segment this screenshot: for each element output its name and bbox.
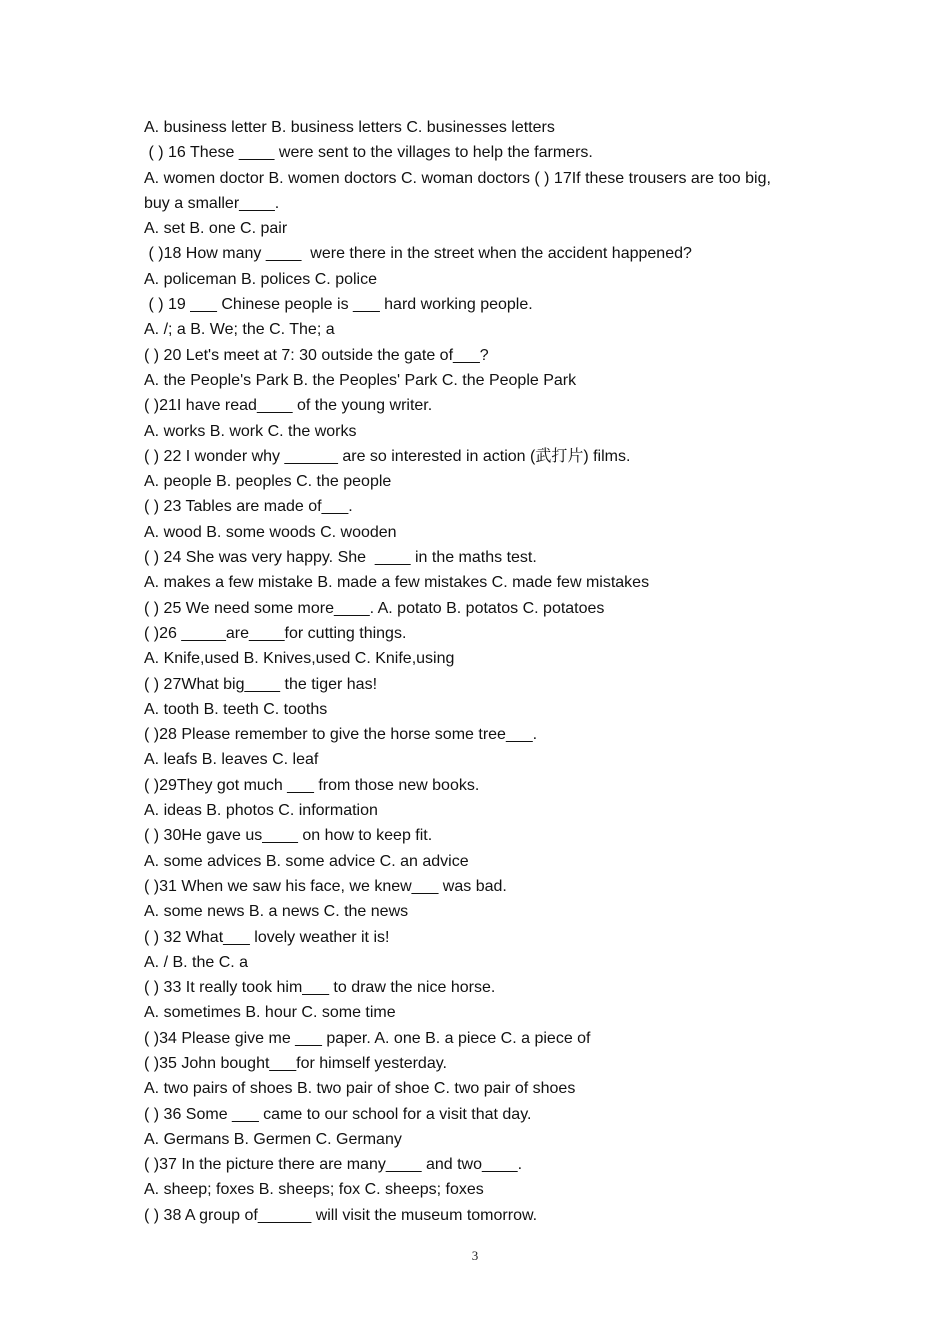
question-21: ( )21I have read____ of the young writer.	[144, 397, 433, 415]
question-19: ( ) 19 ___ Chinese people is ___ hard working people.	[144, 296, 533, 314]
question-34: ( )34 Please give me ___ paper. A. one B. a piece C. a piece of	[144, 1029, 591, 1047]
answer-options: A. policeman B. polices C. police	[144, 270, 377, 288]
question-23: ( ) 23 Tables are made of___.	[144, 498, 353, 516]
question-20: ( ) 20 Let's meet at 7: 30 outside the gate of___?	[144, 346, 489, 364]
answer-options: A. Knife,used B. Knives,used C. Knife,using	[144, 650, 455, 668]
question-33: ( ) 33 It really took him___ to draw the nice horse.	[144, 979, 496, 997]
question-25: ( ) 25 We need some more____. A. potato B. potatos C. potatoes	[144, 599, 605, 617]
answer-options: A. / B. the C. a	[144, 953, 249, 971]
answer-options: A. /; a B. We; the C. The; a	[144, 321, 335, 339]
answer-options: A. leafs B. leaves C. leaf	[144, 751, 319, 769]
question-32: ( ) 32 What___ lovely weather it is!	[144, 928, 390, 946]
answer-options: A. two pairs of shoes B. two pair of shoe C. two pair of shoes	[144, 1080, 576, 1098]
question-22: ( ) 22 I wonder why ______ are so interested in action (武打片) films.	[144, 447, 631, 465]
answer-options: A. Germans B. Germen C. Germany	[144, 1130, 402, 1148]
text-line: A. business letter B. business letters C. businesses letters	[144, 119, 555, 136]
question-29: ( )29They got much ___ from those new books.	[144, 776, 480, 794]
text-line: buy a smaller____.	[144, 194, 280, 212]
question-27: ( ) 27What big____ the tiger has!	[144, 675, 378, 693]
text-line: A. women doctor B. women doctors C. woman doctors ( ) 17If these trousers are too big,	[144, 169, 771, 187]
answer-options: A. some advices B. some advice C. an advice	[144, 852, 469, 870]
question-37: ( )37 In the picture there are many____ and two____.	[144, 1156, 523, 1174]
question-16: ( ) 16 These ____ were sent to the villages to help the farmers.	[144, 144, 593, 162]
question-31: ( )31 When we saw his face, we knew___ was bad.	[144, 877, 507, 895]
answer-options: A. ideas B. photos C. information	[144, 802, 378, 820]
question-28: ( )28 Please remember to give the horse some tree___.	[144, 726, 538, 744]
question-24: ( ) 24 She was very happy. She ____ in the maths test.	[144, 549, 537, 567]
answer-options: A. tooth B. teeth C. tooths	[144, 700, 328, 718]
question-26: ( )26 _____are____for cutting things.	[144, 624, 407, 642]
question-30: ( ) 30He gave us____ on how to keep fit.	[144, 827, 433, 845]
answer-options: A. set B. one C. pair	[144, 220, 288, 238]
page-number: 3	[471, 1248, 479, 1263]
answer-options: A. works B. work C. the works	[144, 422, 357, 440]
answer-options: A. people B. peoples C. the people	[144, 473, 392, 491]
answer-options: A. sheep; foxes B. sheeps; fox C. sheeps; foxes	[144, 1181, 484, 1199]
document-body	[144, 115, 814, 1228]
question-18: ( )18 How many ____ were there in the street when the accident happened?	[144, 245, 692, 263]
answer-options: A. wood B. some woods C. wooden	[144, 523, 397, 541]
answer-options: A. sometimes B. hour C. some time	[144, 1004, 396, 1022]
answer-options: A. the People's Park B. the Peoples' Park C. the People Park	[144, 371, 577, 389]
question-35: ( )35 John bought___for himself yesterday.	[144, 1054, 447, 1072]
answer-options: A. makes a few mistake B. made a few mistakes C. made few mistakes	[144, 574, 650, 592]
question-38: ( ) 38 A group of______ will visit the museum tomorrow.	[144, 1206, 538, 1224]
question-36: ( ) 36 Some ___ came to our school for a visit that day.	[144, 1105, 532, 1123]
answer-options: A. some news B. a news C. the news	[144, 903, 409, 921]
